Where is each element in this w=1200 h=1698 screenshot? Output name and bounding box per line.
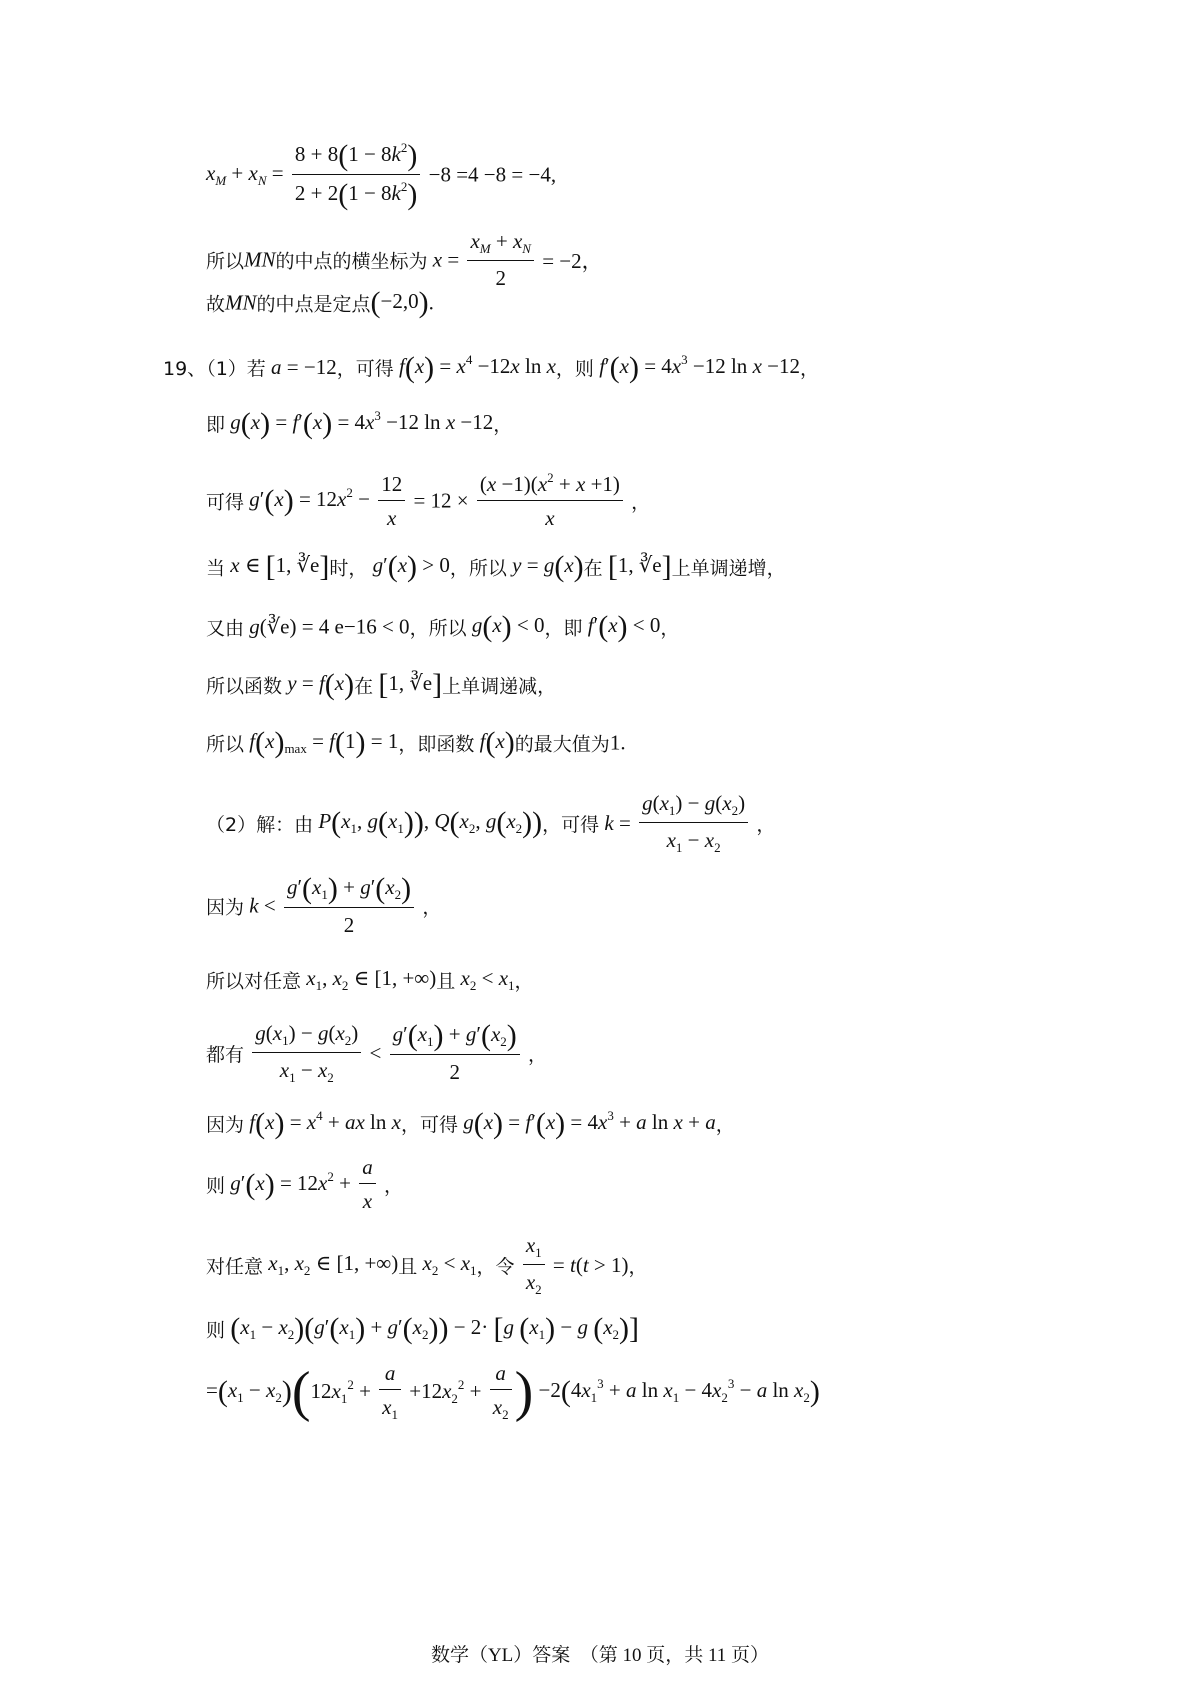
part2-line: （2）解：由 $P(x_1$, $g(x_1)$), $Q(x_2$, $g(x_2)$)，可得 k = $\frac{g(x_1) - g(x_2)}{x_1 - x_2}$ ， xyxy=(206,791,776,856)
fraction-a-over-x: $\frac{a}{x}$ xyxy=(359,1154,376,1215)
fraction-sum: $\frac{8 + 8(1 - 8k^2)}{2 + 2(1 - 8k^2)}$ xyxy=(292,140,421,210)
line-g-def: 即 $g(x) = f'(x) = 4x^3 -12$ ln x −12， xyxy=(206,407,513,441)
line-midpoint-x: 所以MN的中点的横坐标为 x = $\frac{x_M + x_N}{2}$ = −2， xyxy=(206,229,603,291)
formula-xm-xn: $x_M + x_N$ = xyxy=(206,161,284,189)
line-k-ineq: 因为 k < $\frac{g'(x_1) + g'(x_2)}{2}$ ， xyxy=(206,872,442,938)
part2-label: （2）解：由 xyxy=(206,813,314,836)
label-gu: 故 xyxy=(206,293,226,316)
line-decreasing: 所以函数 y = f(x)在 [1, ∛e]上单调递减， xyxy=(206,668,557,701)
fraction-a-over-x1: $\frac{a}{x_1}$ xyxy=(379,1360,401,1424)
line-forall: 所以对任意 $x_1$, $x_2$ ∈ [1, +∞)且 $x_2 < x_1$， xyxy=(206,966,534,994)
fraction-factor: $\frac{(x -1)(x^2 + x +1)}{x}$ xyxy=(477,470,623,532)
line-expand: $=(x_1 - x_2)(12x_1^2$ + $\frac{a}{x_1}$ $+12x_2^2$ + $\frac{a}{x_2}$ ) $-2(4x_1^3 + a$ $\ln x_1 - 4x_2^3 - a$ $\ln x_2$) xyxy=(206,1360,820,1423)
label-fixed-point: 的中点是定点 xyxy=(256,293,371,316)
line-increasing: 当 x ∈ [1, ∛e]时， g′(x) > 0，所以 y = g(x)在 [1, ∛e]上单调递增， xyxy=(206,550,786,583)
q19-part1-line: 19、（1）若 a = −12，可得 $f(x) = x^4 -12x$ ln x，则 $f'(x) = 4x^3 -12$ ln x −12， xyxy=(163,351,819,385)
line-fixed-point: 故MN的中点是定点(−2,0). xyxy=(206,286,434,319)
fraction-avg-deriv: $\frac{g'(x_1) + g'(x_2)}{2}$ xyxy=(284,874,414,938)
segment-mn-2: MN xyxy=(225,290,257,315)
line-g-deriv2: 则 $g'(x) = 12x^2$ + $\frac{a}{x}$ ， xyxy=(206,1155,403,1214)
line-f-general: 因为 $f(x) = x^4$ + ax ln x，可得 $g(x) = f'(x) = 4x^3 + a$ ln x + a， xyxy=(206,1107,735,1141)
line-expr: 则 $(x_1 - x_2)(g'(x_1) + g'(x_2)) - 2\cdot [g$ $(x_1) - g$ $(x_2)$] xyxy=(206,1312,640,1345)
label-suoyi: 所以 xyxy=(206,250,245,273)
fraction-ratio: $\frac{x_1}{x_2}$ xyxy=(523,1232,545,1299)
line-max: 所以 $f(x)_{max} = f(1) = 1$，即函数 f(x)的最大值为1. xyxy=(206,726,626,759)
line-all-have: 都有 $\frac{g(x_1) - g(x_2)}{x_1 - x_2}$ < $\frac{g'(x_1) + g'(x_2)}{2}$ ， xyxy=(206,1019,548,1086)
line-midpoint-sum: $x_M + x_N$ = $\frac{8 + 8(1 - 8k^2)}{2 + 2(1 - 8k^2)}$ −8 =4 −8 = −4, xyxy=(206,139,557,212)
line-let-t: 对任意 $x_1$, $x_2$ ∈ [1, +∞)且 $x_2 < x_1$，令 $\frac{x_1}{x_2}$ = t(t > 1)， xyxy=(206,1233,648,1298)
fraction-avg-deriv-2: $\frac{g'(x_1) + g'(x_2)}{2}$ xyxy=(390,1021,520,1085)
line-g-value: 又由 g(∛e) = 4 e−16 < 0，所以 g(x) < 0，即 f′(x) < 0， xyxy=(206,610,680,643)
question-number: 19、 xyxy=(163,358,207,381)
fraction-slope-2: $\frac{g(x_1) - g(x_2)}{x_1 - x_2}$ xyxy=(252,1020,361,1087)
label-midpoint-x: 的中点的横坐标为 xyxy=(275,250,428,273)
page-footer: 数学（YL）答案 （第 10 页，共 11 页） xyxy=(430,1645,770,1666)
segment-mn: MN xyxy=(244,247,276,272)
fraction-slope: $\frac{g(x_1) - g(x_2)}{x_1 - x_2}$ xyxy=(639,790,748,857)
part1-label: （1）若 xyxy=(206,358,266,381)
line-g-deriv: 可得 $g'(x) = 12x^2$ − $\frac{12}{x}$ = 12 × $\frac{(x -1)(x^2 + x +1)}{x}$ ， xyxy=(206,470,651,531)
fraction-12-over-x: $\frac{12}{x}$ xyxy=(378,471,405,532)
fraction-midpoint: $\frac{x_M + x_N}{2}$ xyxy=(467,228,534,292)
fraction-a-over-x2: $\frac{a}{x_2}$ xyxy=(490,1360,512,1424)
